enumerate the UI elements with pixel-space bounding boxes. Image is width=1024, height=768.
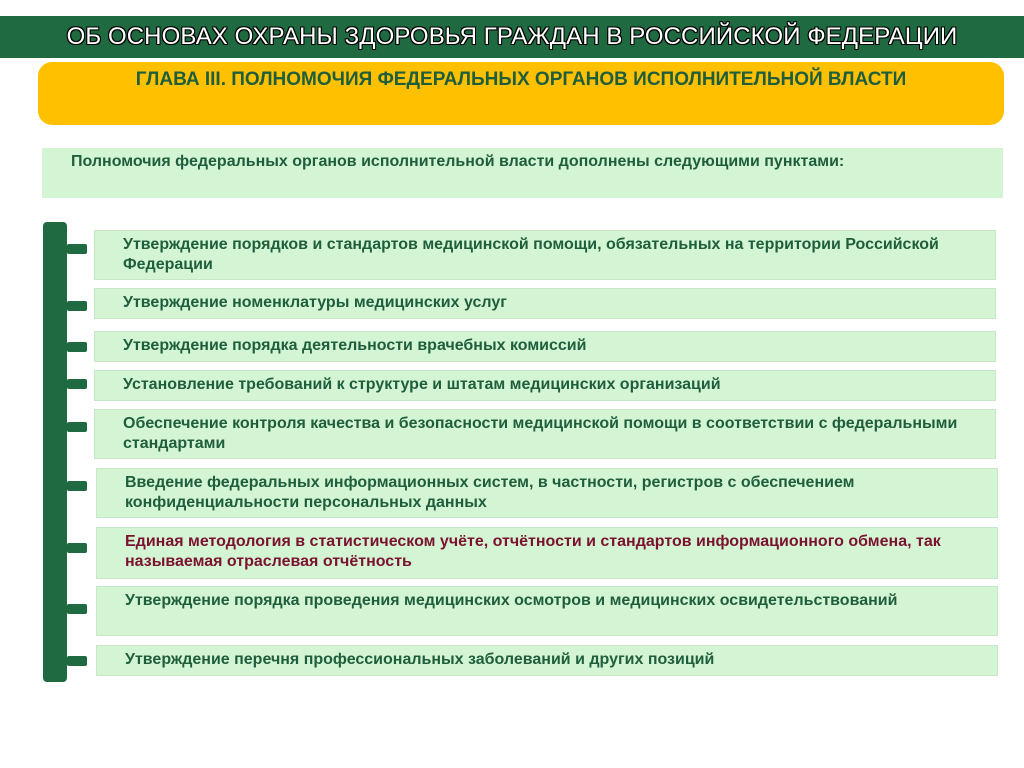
chapter-heading: ГЛАВА III. ПОЛНОМОЧИЯ ФЕДЕРАЛЬНЫХ ОРГАНОВ ИСПОЛНИТЕЛЬНОЙ ВЛАСТИ (135, 69, 907, 90)
list-item (96, 586, 998, 636)
list-item-text: Введение федеральных информационных систем, в частности, регистров с обеспечением конфиденциальности персональных данных (125, 474, 855, 511)
list-item (94, 409, 996, 459)
list-item-text: Утверждение порядка проведения медицинских осмотров и медицинских освидетельствований (125, 592, 898, 609)
bullet-connector (67, 422, 87, 432)
vertical-bracket-bar (43, 222, 67, 682)
list-item-text: Утверждение перечня профессиональных заболеваний и других позиций (125, 651, 715, 668)
bullet-connector (67, 244, 87, 254)
slide-title: ОБ ОСНОВАХ ОХРАНЫ ЗДОРОВЬЯ ГРАЖДАН В РОССИЙСКОЙ ФЕДЕРАЦИИ (66, 23, 958, 50)
list-item (94, 370, 996, 401)
list-item-highlighted (96, 527, 998, 579)
list-item-text: Обеспечение контроля качества и безопасности медицинской помощи в соответствии с федеральными стандартами (123, 415, 958, 452)
intro-text: Полномочия федеральных органов исполнительной власти дополнены следующими пунктами: (71, 153, 845, 170)
bullet-connector (67, 656, 87, 666)
list-item (96, 468, 998, 518)
list-item (94, 331, 996, 362)
list-item-text: Утверждение номенклатуры медицинских услуг (123, 294, 507, 311)
chapter-heading-box (38, 62, 1004, 125)
bullet-connector (67, 481, 87, 491)
list-item (94, 230, 996, 280)
list-item-text: Утверждение порядков и стандартов медицинской помощи, обязательных на территории Российской Федерации (123, 236, 939, 273)
bullet-connector (67, 301, 87, 311)
list-item-text: Утверждение порядка деятельности врачебных комиссий (123, 337, 587, 354)
list-item (94, 288, 996, 319)
list-item-text: Единая методология в статистическом учёте, отчётности и стандартов информационного обмена, так называемая отраслевая отчётность (125, 533, 941, 570)
list-item-text: Установление требований к структуре и штатам медицинских организаций (123, 376, 721, 393)
bullet-connector (67, 543, 87, 553)
intro-box (42, 148, 1003, 198)
bullet-connector (67, 379, 87, 389)
bullet-connector (67, 342, 87, 352)
bullet-connector (67, 604, 87, 614)
title-bar (0, 16, 1024, 58)
list-item (96, 645, 998, 676)
